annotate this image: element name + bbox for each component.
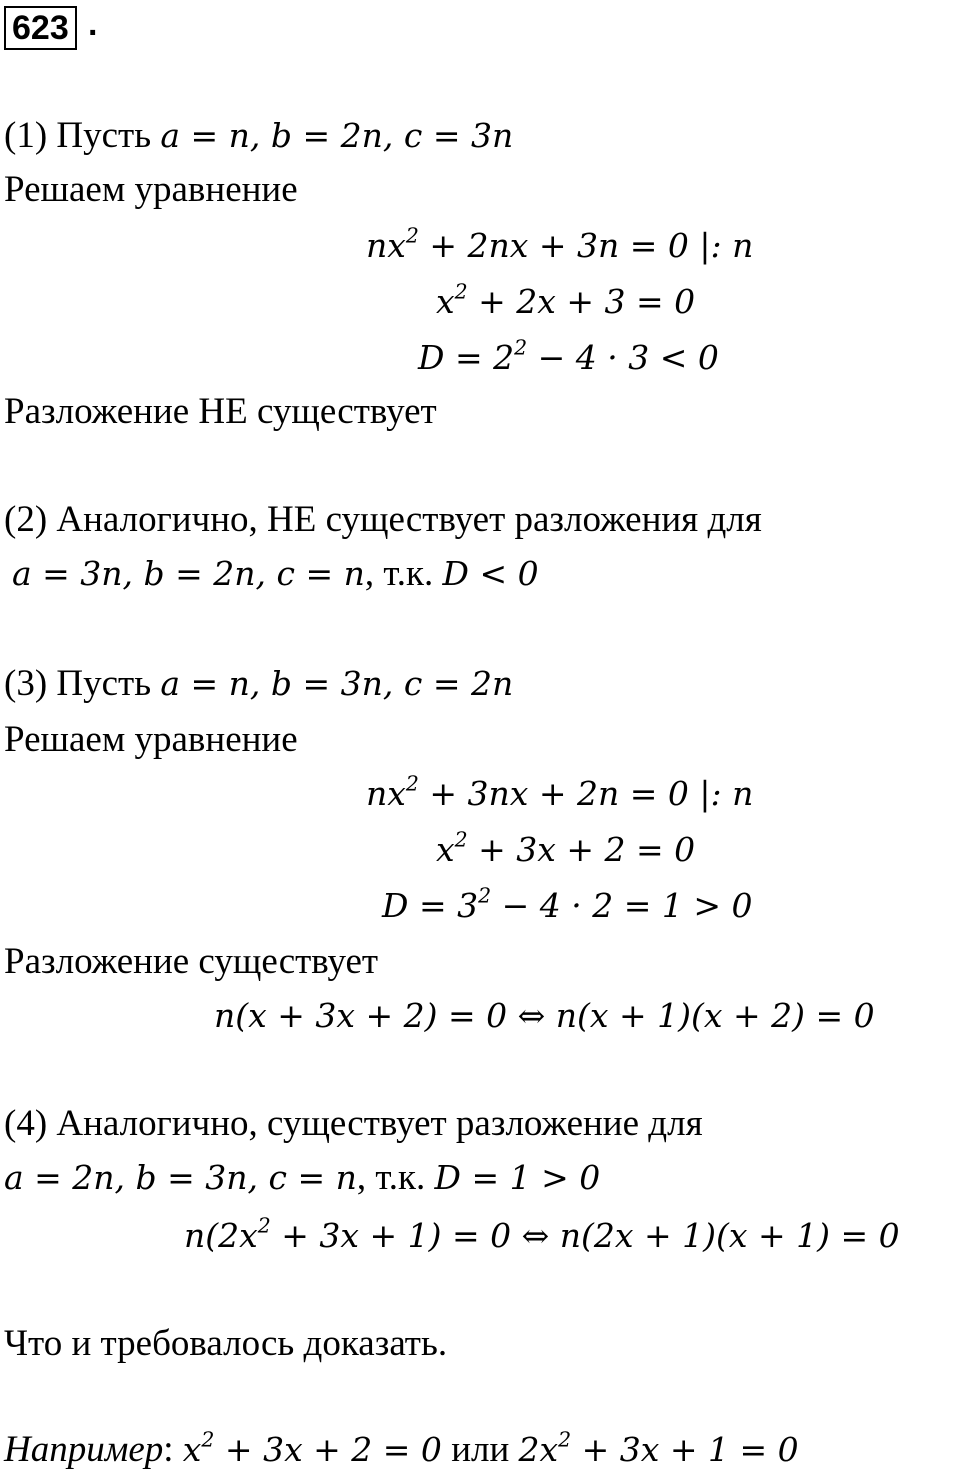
case3-equation2: $x^2 + 3x + 2 = 0$	[436, 827, 696, 869]
case1-intro: (1) Пусть	[4, 115, 161, 156]
case4-condition: D = 1 > 0	[434, 1158, 601, 1197]
example-equation1: $x^2 + 3x + 2 = 0$	[182, 1427, 442, 1469]
case2-condition: D < 0	[442, 554, 539, 593]
case1-assignment: a = n, b = 2n, c = 3n	[160, 116, 514, 155]
case2-assignment: a = 3n, b = 2n, c = n	[12, 554, 365, 593]
example-label: Например	[4, 1429, 164, 1470]
example-or: или	[441, 1429, 519, 1470]
case3-equation1: $nx^2 + 3nx + 2n = 0$ |: n	[366, 771, 754, 813]
case3-assignment: a = n, b = 3n, c = 2n	[160, 664, 514, 703]
case3-discriminant: $D = 3^2 - 4 \cdot 2 = 1 > 0$	[382, 883, 753, 925]
example-line: Например: $x^2 + 3x + 2 = 0$ или $2x^2 + 3x + 1 = 0$	[4, 1427, 799, 1470]
problem-number-box	[4, 6, 77, 50]
case2-condition-line: a = 3n, b = 2n, c = n, т.к. D < 0	[12, 553, 539, 594]
case1-equation1: $nx^2 + 2nx + 3n = 0$ |: n	[366, 223, 754, 265]
case4-text: (4) Аналогично, существует разложение для	[4, 1103, 703, 1144]
case3-conclusion: Разложение существует	[4, 941, 379, 982]
case3-solve-label: Решаем уравнение	[4, 719, 298, 760]
case1-equation2: $x^2 + 2x + 3 = 0$	[436, 279, 696, 321]
problem-number-dot: .	[88, 5, 98, 43]
case1-solve-label: Решаем уравнение	[4, 169, 298, 210]
case1-discriminant: $D = 2^2 - 4 \cdot 3 < 0$	[418, 335, 719, 377]
case1-intro-line	[4, 114, 513, 158]
case4-condition-line: a = 2n, b = 3n, c = n, т.к. D = 1 > 0	[4, 1157, 601, 1198]
case4-assignment: a = 2n, b = 3n, c = n	[4, 1158, 357, 1197]
case3-intro: (3) Пусть	[4, 663, 161, 704]
case4-factorization: $n(2x^2 + 3x + 1) = 0$ ⇔ n(2x + 1)(x + 1) = 0	[184, 1213, 900, 1255]
case3-intro-line	[4, 662, 513, 706]
case3-factorization: n(x + 3x + 2) = 0 ⇔ n(x + 1)(x + 2) = 0	[214, 996, 875, 1035]
example-equation2: $2x^2 + 3x + 1 = 0$	[518, 1427, 799, 1469]
qed-statement: Что и требовалось доказать.	[4, 1323, 448, 1364]
case2-text: (2) Аналогично, НЕ существует разложения для	[4, 499, 762, 540]
case1-conclusion: Разложение НЕ существует	[4, 391, 437, 432]
problem-number: 623	[12, 9, 69, 47]
